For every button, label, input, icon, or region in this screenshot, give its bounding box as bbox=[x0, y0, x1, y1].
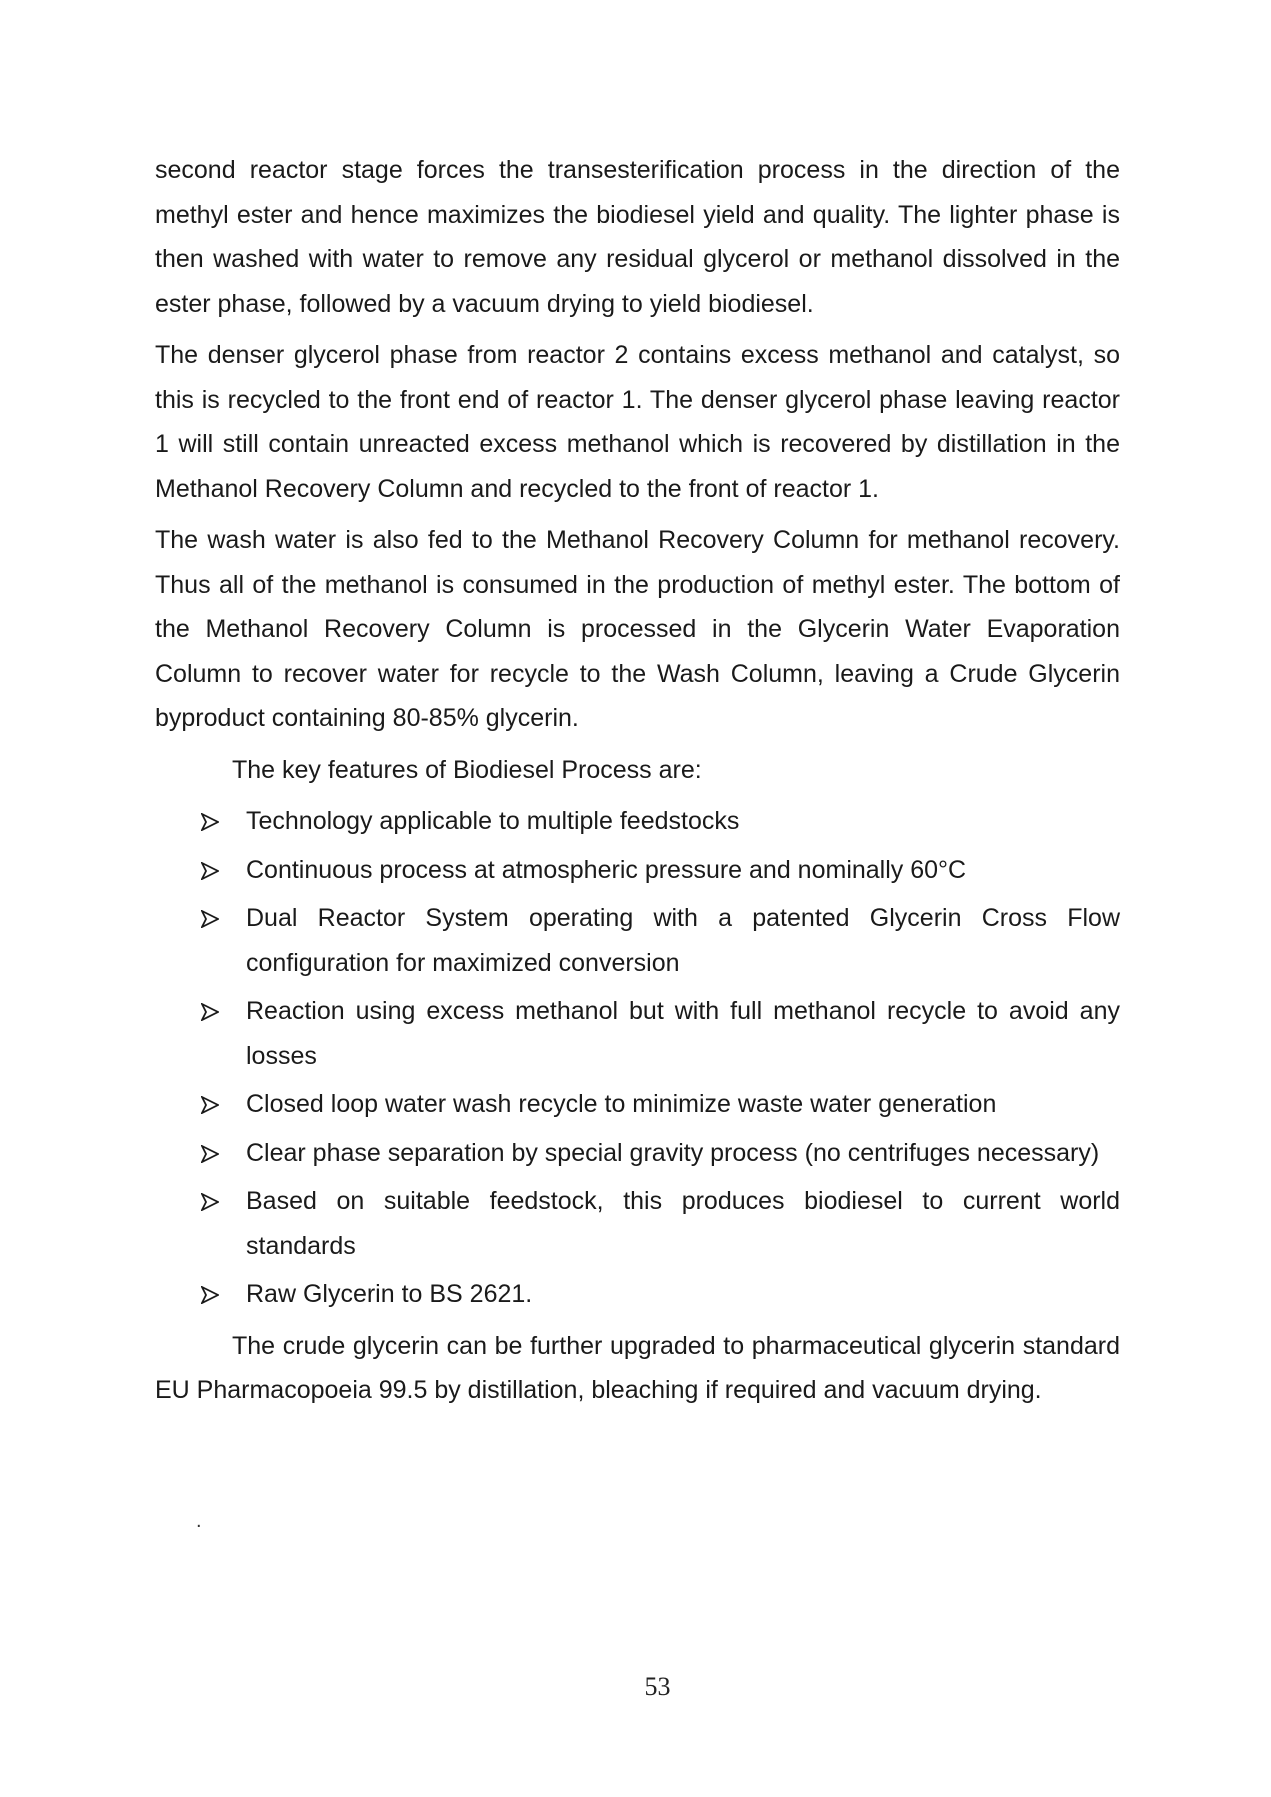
arrowhead-bullet-icon bbox=[201, 1179, 223, 1223]
feature-text: Based on suitable feedstock, this produces biodiesel to current world standards bbox=[246, 1187, 1120, 1260]
features-intro: The key features of Biodiesel Process are: bbox=[232, 755, 702, 784]
list-item bbox=[155, 799, 1120, 844]
features-list bbox=[155, 799, 1120, 1317]
arrowhead-bullet-icon bbox=[201, 1272, 223, 1316]
feature-text: Reaction using excess methanol but with full methanol recycle to avoid any losses bbox=[246, 997, 1120, 1070]
page-body bbox=[155, 148, 1120, 1420]
arrowhead-bullet-icon bbox=[201, 799, 223, 843]
paragraph-crude-glycerin: The crude glycerin can be further upgraded to pharmaceutical glycerin standard EU Pharmacopoeia 99.5 by distillation, bleaching if required and vacuum drying. bbox=[155, 1331, 1120, 1404]
paragraph-reactor-stage: second reactor stage forces the transesterification process in the direction of the methyl ester and hence maximizes the biodiesel yield and quality. The lighter phase is then washed with water to remove any residual glycerol or methanol dissolved in the ester phase, followed by a vacuum drying to yield biodiesel. bbox=[155, 156, 1120, 318]
list-item bbox=[155, 848, 1120, 893]
paragraph-glycerol-phase: The denser glycerol phase from reactor 2 contains excess methanol and catalyst, so this is recycled to the front end of reactor 1. The denser glycerol phase leaving reactor 1 will still contain unreacted excess methanol which is recovered by distillation in the Methanol Recovery Column and recycled to the front of reactor 1. bbox=[155, 341, 1120, 503]
list-item bbox=[155, 1272, 1120, 1317]
list-item bbox=[155, 1179, 1120, 1268]
list-item bbox=[155, 896, 1120, 985]
feature-text: Technology applicable to multiple feedstocks bbox=[246, 807, 740, 835]
feature-text: Clear phase separation by special gravity process (no centrifuges necessary) bbox=[246, 1138, 1100, 1167]
feature-text: Continuous process at atmospheric pressure and nominally 60°C bbox=[246, 855, 967, 884]
paragraph-wash-water: The wash water is also fed to the Methanol Recovery Column for methanol recovery. Thus all of the methanol is consumed in the production of methyl ester. The bottom of the Methanol Recovery Column is processed in the Glycerin Water Evaporation Column to recover water for recycle to the Wash Column, leaving a Crude Glycerin byproduct containing 80-85% glycerin. bbox=[155, 526, 1120, 732]
list-item bbox=[155, 1131, 1120, 1176]
arrowhead-bullet-icon bbox=[201, 1131, 223, 1175]
list-item bbox=[155, 989, 1120, 1078]
page-number: 53 bbox=[644, 1672, 671, 1701]
feature-text: Dual Reactor System operating with a patented Glycerin Cross Flow configuration for maximized conversion bbox=[246, 904, 1120, 977]
feature-text: Closed loop water wash recycle to minimize waste water generation bbox=[246, 1090, 997, 1118]
arrowhead-bullet-icon bbox=[201, 848, 223, 892]
arrowhead-bullet-icon bbox=[201, 989, 223, 1033]
list-item bbox=[155, 1082, 1120, 1127]
feature-text: Raw Glycerin to BS 2621. bbox=[246, 1280, 533, 1308]
stray-mark: . bbox=[196, 1510, 202, 1532]
arrowhead-bullet-icon bbox=[201, 896, 223, 940]
arrowhead-bullet-icon bbox=[201, 1082, 223, 1126]
